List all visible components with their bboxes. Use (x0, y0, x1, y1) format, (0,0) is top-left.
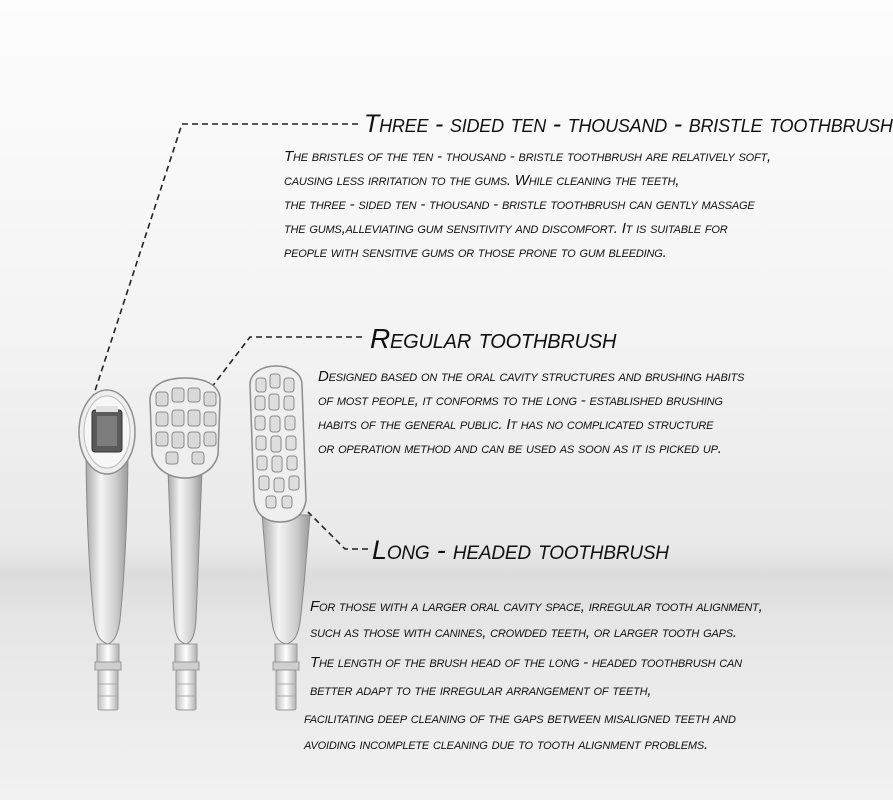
long-headed-description-line: The length of the brush head of the long - headed toothbrush can (310, 654, 742, 671)
regular-toothbrush-title: Regular toothbrush (370, 323, 617, 354)
three-sided-brush-head (79, 390, 135, 710)
long-headed-description-line: For those with a larger oral cavity space, irregular tooth alignment, (310, 598, 763, 615)
three-sided-description-line: The bristles of the ten - thousand - bristle toothbrush are relatively soft, (284, 148, 772, 165)
long-headed-description-line: better adapt to the irregular arrangement of teeth, (310, 682, 652, 699)
regular-description-line: Designed based on the oral cavity structures and brushing habits (318, 368, 745, 385)
three-sided-description-line: the gums,alleviating gum sensitivity and discomfort. It is suitable for (284, 220, 728, 237)
three-sided-description-line: causing less irritation to the gums. While cleaning the teeth, (284, 172, 680, 189)
regular-description-line: of most people, it conforms to the long - established brushing (318, 392, 723, 409)
long-headed-description-line: avoiding incomplete cleaning due to tooth alignment problems. (304, 736, 708, 753)
long-headed-description-line: such as those with canines, crowded teeth, or larger tooth gaps. (310, 624, 737, 641)
long-headed-toothbrush-title: Long - headed toothbrush (372, 535, 669, 565)
regular-description-line: habits of the general public. It has no complicated structure (318, 416, 714, 433)
long-headed-description-line: facilitating deep cleaning of the gaps between misaligned teeth and (304, 710, 736, 727)
three-sided-toothbrush-title: Three - sided ten - thousand - bristle toothbrush (364, 110, 893, 138)
regular-brush-head (150, 378, 220, 710)
regular-description-line: or operation method and can be used as soon as it is picked up. (318, 440, 722, 457)
leader-line-long-headed (308, 512, 368, 549)
three-sided-description-line: the three - sided ten - thousand - bristle toothbrush can gently massage (284, 196, 755, 213)
three-sided-description-line: people with sensitive gums or those prone to gum bleeding. (284, 244, 667, 261)
long-headed-brush-head (250, 366, 310, 710)
